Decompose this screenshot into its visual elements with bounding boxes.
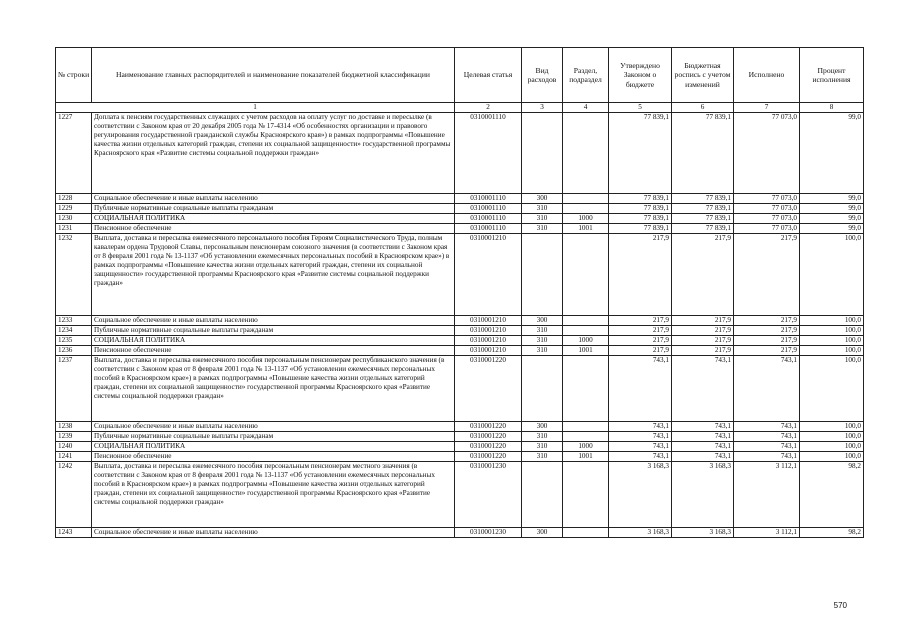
- row-executed: 217,9: [734, 336, 800, 346]
- table-row: [56, 432, 864, 442]
- row-number: 1233: [56, 316, 92, 326]
- row-executed: 217,9: [734, 234, 800, 316]
- row-expense-type: [522, 356, 563, 422]
- row-execution-percent: 99,0: [800, 204, 864, 214]
- row-approved: 77 839,1: [609, 214, 672, 224]
- table-row: [56, 462, 864, 528]
- row-expense-type: 310: [522, 224, 563, 234]
- table-row: [56, 528, 864, 538]
- header-target-article: Целевая статья: [455, 48, 522, 103]
- column-number: 8: [800, 103, 864, 113]
- row-section: [563, 528, 609, 538]
- row-target-article: 0310001230: [455, 528, 522, 538]
- row-budget-schedule: 743,1: [672, 422, 734, 432]
- row-approved: 217,9: [609, 316, 672, 326]
- column-number: 3: [522, 103, 563, 113]
- row-executed: 77 073,0: [734, 194, 800, 204]
- row-execution-percent: 99,0: [800, 113, 864, 194]
- row-target-article: 0310001220: [455, 422, 522, 432]
- row-approved: 217,9: [609, 336, 672, 346]
- row-name: СОЦИАЛЬНАЯ ПОЛИТИКА: [92, 214, 455, 224]
- row-executed: 77 073,0: [734, 204, 800, 214]
- header-row-number: № строки: [56, 48, 92, 103]
- row-number: 1228: [56, 194, 92, 204]
- row-approved: 77 839,1: [609, 224, 672, 234]
- row-target-article: 0310001110: [455, 113, 522, 194]
- row-section: 1001: [563, 452, 609, 462]
- row-target-article: 0310001210: [455, 234, 522, 316]
- table-row: [56, 194, 864, 204]
- row-execution-percent: 99,0: [800, 194, 864, 204]
- row-executed: 743,1: [734, 422, 800, 432]
- row-budget-schedule: 743,1: [672, 356, 734, 422]
- row-name: Выплата, доставка и пересылка ежемесячного персонального пособия Героям Социалистического Труда, полным кавалерам ордена Трудовой Славы, персональным пенсионерам союзного значения (в соответствии с Законом края от 8 февраля 2001 года № 13-1137 «Об установлении ежемесячных персональных пособий в Красноярском крае») в рамках подпрограммы «Повышение качества жизни отдельных категорий граждан, степени их социальной защищенности» государственной программы Красноярского края «Развитие системы социальной поддержки граждан»: [92, 234, 455, 316]
- row-name: Пенсионное обеспечение: [92, 224, 455, 234]
- row-section: [563, 316, 609, 326]
- row-number: 1232: [56, 234, 92, 316]
- table-row: [56, 422, 864, 432]
- row-number: 1234: [56, 326, 92, 336]
- row-executed: 743,1: [734, 442, 800, 452]
- row-expense-type: [522, 113, 563, 194]
- row-execution-percent: 100,0: [800, 422, 864, 432]
- row-name: Выплата, доставка и пересылка ежемесячного пособия персональным пенсионерам местного значения (в соответствии с Законом края от 8 февраля 2001 года № 13-1137 «Об установлении ежемесячных персональных пособий в Красноярском крае») в рамках подпрограммы «Повышение качества жизни отдельных категорий граждан, степени их социальной защищенности» государственной программы Красноярского края «Развитие системы социальной поддержки граждан»: [92, 462, 455, 528]
- row-section: 1000: [563, 336, 609, 346]
- row-number: 1229: [56, 204, 92, 214]
- row-budget-schedule: 217,9: [672, 326, 734, 336]
- column-number: 7: [734, 103, 800, 113]
- row-executed: 217,9: [734, 316, 800, 326]
- row-name: СОЦИАЛЬНАЯ ПОЛИТИКА: [92, 442, 455, 452]
- row-expense-type: 300: [522, 194, 563, 204]
- header-execution-percent: Процент исполнения: [800, 48, 864, 103]
- row-target-article: 0310001210: [455, 336, 522, 346]
- table-row: [56, 204, 864, 214]
- column-number: 5: [609, 103, 672, 113]
- row-section: [563, 194, 609, 204]
- header-row: [56, 48, 864, 103]
- row-executed: 3 112,1: [734, 462, 800, 528]
- row-execution-percent: 99,0: [800, 214, 864, 224]
- table-row: [56, 316, 864, 326]
- row-section: 1000: [563, 442, 609, 452]
- row-expense-type: 310: [522, 432, 563, 442]
- row-execution-percent: 100,0: [800, 442, 864, 452]
- table-row: [56, 214, 864, 224]
- row-name: Публичные нормативные социальные выплаты гражданам: [92, 204, 455, 214]
- row-budget-schedule: 3 168,3: [672, 528, 734, 538]
- row-expense-type: 310: [522, 336, 563, 346]
- row-number: 1241: [56, 452, 92, 462]
- column-number: 4: [563, 103, 609, 113]
- row-section: 1001: [563, 346, 609, 356]
- row-name: Социальное обеспечение и иные выплаты населению: [92, 422, 455, 432]
- row-approved: 743,1: [609, 432, 672, 442]
- row-section: [563, 422, 609, 432]
- row-expense-type: 310: [522, 346, 563, 356]
- row-execution-percent: 98,2: [800, 528, 864, 538]
- row-target-article: 0310001110: [455, 224, 522, 234]
- row-budget-schedule: 77 839,1: [672, 214, 734, 224]
- row-number: 1235: [56, 336, 92, 346]
- row-target-article: 0310001220: [455, 452, 522, 462]
- row-section: [563, 432, 609, 442]
- row-section: 1000: [563, 214, 609, 224]
- row-section: [563, 462, 609, 528]
- row-execution-percent: 100,0: [800, 234, 864, 316]
- table-row: [56, 452, 864, 462]
- row-name: Социальное обеспечение и иные выплаты населению: [92, 194, 455, 204]
- row-target-article: 0310001210: [455, 346, 522, 356]
- row-budget-schedule: 743,1: [672, 452, 734, 462]
- row-target-article: 0310001210: [455, 326, 522, 336]
- table-row: [56, 356, 864, 422]
- row-number: 1238: [56, 422, 92, 432]
- row-budget-schedule: 743,1: [672, 442, 734, 452]
- row-executed: 217,9: [734, 346, 800, 356]
- row-name: Доплата к пенсиям государственных служащих с учетом расходов на оплату услуг по доставке и пересылке (в соответствии с Законом края от 20 декабря 2005 года № 17-4314 «Об особенностях организации и правового регулирования государственной гражданской службы Красноярского края») в рамках подпрограммы «Повышение качества жизни отдельных категорий граждан, степени их социальной защищенности» государственной программы Красноярского края «Развитие системы социальной поддержки граждан»: [92, 113, 455, 194]
- row-expense-type: 310: [522, 326, 563, 336]
- row-number: 1239: [56, 432, 92, 442]
- row-section: [563, 234, 609, 316]
- row-target-article: 0310001210: [455, 316, 522, 326]
- row-executed: 743,1: [734, 452, 800, 462]
- row-expense-type: 310: [522, 442, 563, 452]
- row-budget-schedule: 77 839,1: [672, 194, 734, 204]
- row-target-article: 0310001110: [455, 214, 522, 224]
- column-number: 1: [56, 103, 455, 113]
- row-approved: 217,9: [609, 234, 672, 316]
- header-executed: Исполнено: [734, 48, 800, 103]
- budget-execution-table: [55, 47, 864, 538]
- row-target-article: 0310001220: [455, 356, 522, 422]
- row-approved: 3 168,3: [609, 528, 672, 538]
- row-execution-percent: 100,0: [800, 432, 864, 442]
- row-expense-type: 300: [522, 528, 563, 538]
- column-number-row: [56, 103, 864, 113]
- row-target-article: 0310001220: [455, 432, 522, 442]
- row-name: Пенсионное обеспечение: [92, 452, 455, 462]
- row-approved: 217,9: [609, 326, 672, 336]
- row-expense-type: 310: [522, 204, 563, 214]
- row-number: 1227: [56, 113, 92, 194]
- row-approved: 743,1: [609, 356, 672, 422]
- row-name: Публичные нормативные социальные выплаты гражданам: [92, 326, 455, 336]
- row-execution-percent: 100,0: [800, 452, 864, 462]
- row-budget-schedule: 77 839,1: [672, 204, 734, 214]
- row-executed: 217,9: [734, 326, 800, 336]
- row-name: Социальное обеспечение и иные выплаты населению: [92, 316, 455, 326]
- row-name: Пенсионное обеспечение: [92, 346, 455, 356]
- row-expense-type: [522, 462, 563, 528]
- row-budget-schedule: 217,9: [672, 336, 734, 346]
- row-name: СОЦИАЛЬНАЯ ПОЛИТИКА: [92, 336, 455, 346]
- header-budget-schedule: Бюджетная роспись с учетом изменений: [672, 48, 734, 103]
- table-row: [56, 234, 864, 316]
- row-execution-percent: 98,2: [800, 462, 864, 528]
- row-name: Публичные нормативные социальные выплаты гражданам: [92, 432, 455, 442]
- row-budget-schedule: 77 839,1: [672, 113, 734, 194]
- header-expense-type: Вид расходов: [522, 48, 563, 103]
- row-target-article: 0310001110: [455, 194, 522, 204]
- row-name: Социальное обеспечение и иные выплаты населению: [92, 528, 455, 538]
- column-number: 6: [672, 103, 734, 113]
- row-budget-schedule: 217,9: [672, 316, 734, 326]
- table-row: [56, 113, 864, 194]
- row-execution-percent: 100,0: [800, 356, 864, 422]
- row-expense-type: [522, 234, 563, 316]
- row-executed: 77 073,0: [734, 214, 800, 224]
- row-execution-percent: 100,0: [800, 316, 864, 326]
- row-section: [563, 113, 609, 194]
- header-name: Наименование главных распорядителей и наименование показателей бюджетной классификации: [92, 48, 455, 103]
- row-target-article: 0310001110: [455, 204, 522, 214]
- row-approved: 77 839,1: [609, 194, 672, 204]
- row-expense-type: 310: [522, 452, 563, 462]
- row-approved: 743,1: [609, 422, 672, 432]
- row-number: 1243: [56, 528, 92, 538]
- row-number: 1230: [56, 214, 92, 224]
- row-section: [563, 356, 609, 422]
- row-budget-schedule: 217,9: [672, 346, 734, 356]
- row-budget-schedule: 3 168,3: [672, 462, 734, 528]
- table-row: [56, 346, 864, 356]
- row-execution-percent: 100,0: [800, 326, 864, 336]
- table-row: [56, 326, 864, 336]
- row-budget-schedule: 77 839,1: [672, 224, 734, 234]
- table-row: [56, 442, 864, 452]
- row-approved: 217,9: [609, 346, 672, 356]
- row-execution-percent: 99,0: [800, 224, 864, 234]
- row-executed: 743,1: [734, 432, 800, 442]
- row-executed: 3 112,1: [734, 528, 800, 538]
- table-row: [56, 336, 864, 346]
- row-executed: 743,1: [734, 356, 800, 422]
- row-number: 1240: [56, 442, 92, 452]
- row-section: [563, 204, 609, 214]
- row-executed: 77 073,0: [734, 113, 800, 194]
- header-section: Раздел, подраздел: [563, 48, 609, 103]
- row-approved: 743,1: [609, 452, 672, 462]
- row-approved: 3 168,3: [609, 462, 672, 528]
- row-number: 1236: [56, 346, 92, 356]
- row-approved: 77 839,1: [609, 113, 672, 194]
- row-approved: 743,1: [609, 442, 672, 452]
- row-execution-percent: 100,0: [800, 336, 864, 346]
- row-executed: 77 073,0: [734, 224, 800, 234]
- row-expense-type: 310: [522, 214, 563, 224]
- row-budget-schedule: 743,1: [672, 432, 734, 442]
- row-approved: 77 839,1: [609, 204, 672, 214]
- row-expense-type: 300: [522, 422, 563, 432]
- page-number: 570: [833, 601, 847, 610]
- row-number: 1237: [56, 356, 92, 422]
- row-execution-percent: 100,0: [800, 346, 864, 356]
- row-name: Выплата, доставка и пересылка ежемесячного пособия персональным пенсионерам республиканского значения (в соответствии с Законом края от 8 февраля 2001 года № 13-1137 «Об установлении ежемесячных персональных пособий в Красноярском крае») в рамках подпрограммы «Повышение качества жизни отдельных категорий граждан, степени их социальной защищенности» государственной программы Красноярского края «Развитие системы социальной поддержки граждан»: [92, 356, 455, 422]
- row-target-article: 0310001230: [455, 462, 522, 528]
- row-section: [563, 326, 609, 336]
- table-row: [56, 224, 864, 234]
- row-number: 1231: [56, 224, 92, 234]
- row-number: 1242: [56, 462, 92, 528]
- row-budget-schedule: 217,9: [672, 234, 734, 316]
- header-approved: Утверждено Законом о бюджете: [609, 48, 672, 103]
- row-expense-type: 300: [522, 316, 563, 326]
- row-target-article: 0310001220: [455, 442, 522, 452]
- row-section: 1001: [563, 224, 609, 234]
- column-number: 2: [455, 103, 522, 113]
